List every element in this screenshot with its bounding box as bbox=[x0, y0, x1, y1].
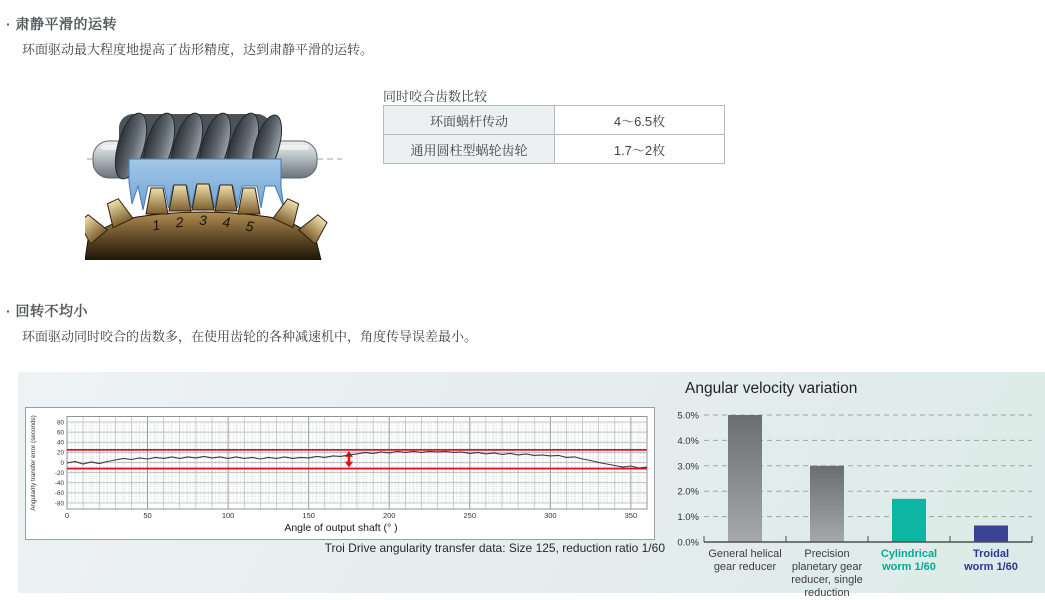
bar-category-label: Troidal worm 1/60 bbox=[964, 548, 1018, 573]
svg-text:300: 300 bbox=[544, 511, 557, 520]
svg-text:3.0%: 3.0% bbox=[677, 461, 699, 473]
bar bbox=[892, 499, 926, 542]
bar bbox=[974, 525, 1008, 542]
tooth-number: 5 bbox=[244, 217, 256, 235]
y-axis-label: Angularity transfer error (seconds) bbox=[30, 415, 37, 511]
table-row bbox=[384, 135, 725, 164]
svg-text:250: 250 bbox=[463, 511, 477, 520]
svg-text:0: 0 bbox=[60, 459, 64, 467]
svg-text:50: 50 bbox=[143, 511, 152, 520]
svg-text:0: 0 bbox=[64, 511, 70, 520]
section-heading-quiet-operation: · 肃静平滑的运转 bbox=[6, 16, 118, 32]
svg-text:-80: -80 bbox=[54, 500, 64, 508]
table-cell-value: 1.7～2枚 bbox=[555, 135, 725, 164]
mesh-comparison-table bbox=[383, 105, 725, 164]
table-cell-label: 环面蜗杆传动 bbox=[384, 106, 555, 135]
svg-text:80: 80 bbox=[56, 419, 64, 427]
svg-text:20: 20 bbox=[56, 449, 64, 457]
svg-text:4.0%: 4.0% bbox=[677, 435, 699, 447]
bar bbox=[810, 466, 844, 542]
tooth-number: 2 bbox=[174, 213, 185, 231]
charts-panel bbox=[18, 372, 1045, 599]
svg-text:1.0%: 1.0% bbox=[677, 512, 699, 524]
svg-text:0.0%: 0.0% bbox=[677, 537, 699, 546]
mesh-table-title: 同时咬合齿数比较 bbox=[383, 89, 488, 104]
worm-gear-illustration bbox=[85, 90, 345, 260]
table-cell-value: 4～6.5枚 bbox=[555, 106, 725, 135]
bar-chart-title: Angular velocity variation bbox=[685, 380, 858, 397]
table-cell-label: 通用圆柱型蜗轮齿轮 bbox=[384, 135, 555, 164]
svg-text:60: 60 bbox=[56, 429, 64, 437]
svg-text:350: 350 bbox=[624, 511, 638, 520]
angular-velocity-bar-chart bbox=[668, 396, 1040, 546]
svg-text:-20: -20 bbox=[54, 469, 64, 477]
table-row bbox=[384, 106, 725, 135]
bar-category-label: General helical gear reducer bbox=[708, 548, 782, 573]
svg-text:200: 200 bbox=[382, 511, 396, 520]
svg-text:-60: -60 bbox=[54, 490, 64, 498]
section-body-quiet-operation: 环面驱动最大程度地提高了齿形精度，达到肃静平滑的运转。 bbox=[22, 42, 374, 57]
bar-category-label: Cylindrical worm 1/60 bbox=[880, 548, 938, 573]
svg-text:2.0%: 2.0% bbox=[677, 486, 699, 498]
svg-text:40: 40 bbox=[56, 439, 64, 447]
svg-text:-40: -40 bbox=[54, 480, 64, 488]
svg-text:5.0%: 5.0% bbox=[677, 410, 699, 422]
bar bbox=[728, 415, 762, 542]
tooth-number: 3 bbox=[199, 212, 207, 228]
svg-text:100: 100 bbox=[221, 511, 235, 520]
bar-category-label: Precision planetary gear reducer, single reduction bbox=[791, 548, 863, 599]
x-axis-label: Angle of output shaft (° ) bbox=[284, 522, 398, 534]
line-chart-caption: Troi Drive angularity transfer data: Size 125, reduction ratio 1/60 bbox=[324, 541, 665, 555]
svg-text:150: 150 bbox=[302, 511, 315, 520]
tooth-number: 1 bbox=[150, 216, 162, 234]
section-body-rotation-uniformity: 环面驱动同时咬合的齿数多，在使用齿轮的各种减速机中，角度传导误差最小。 bbox=[22, 329, 478, 344]
tooth-number: 4 bbox=[221, 213, 232, 231]
section-heading-rotation-uniformity: · 回转不均小 bbox=[6, 303, 89, 319]
angularity-line-chart bbox=[25, 407, 655, 540]
